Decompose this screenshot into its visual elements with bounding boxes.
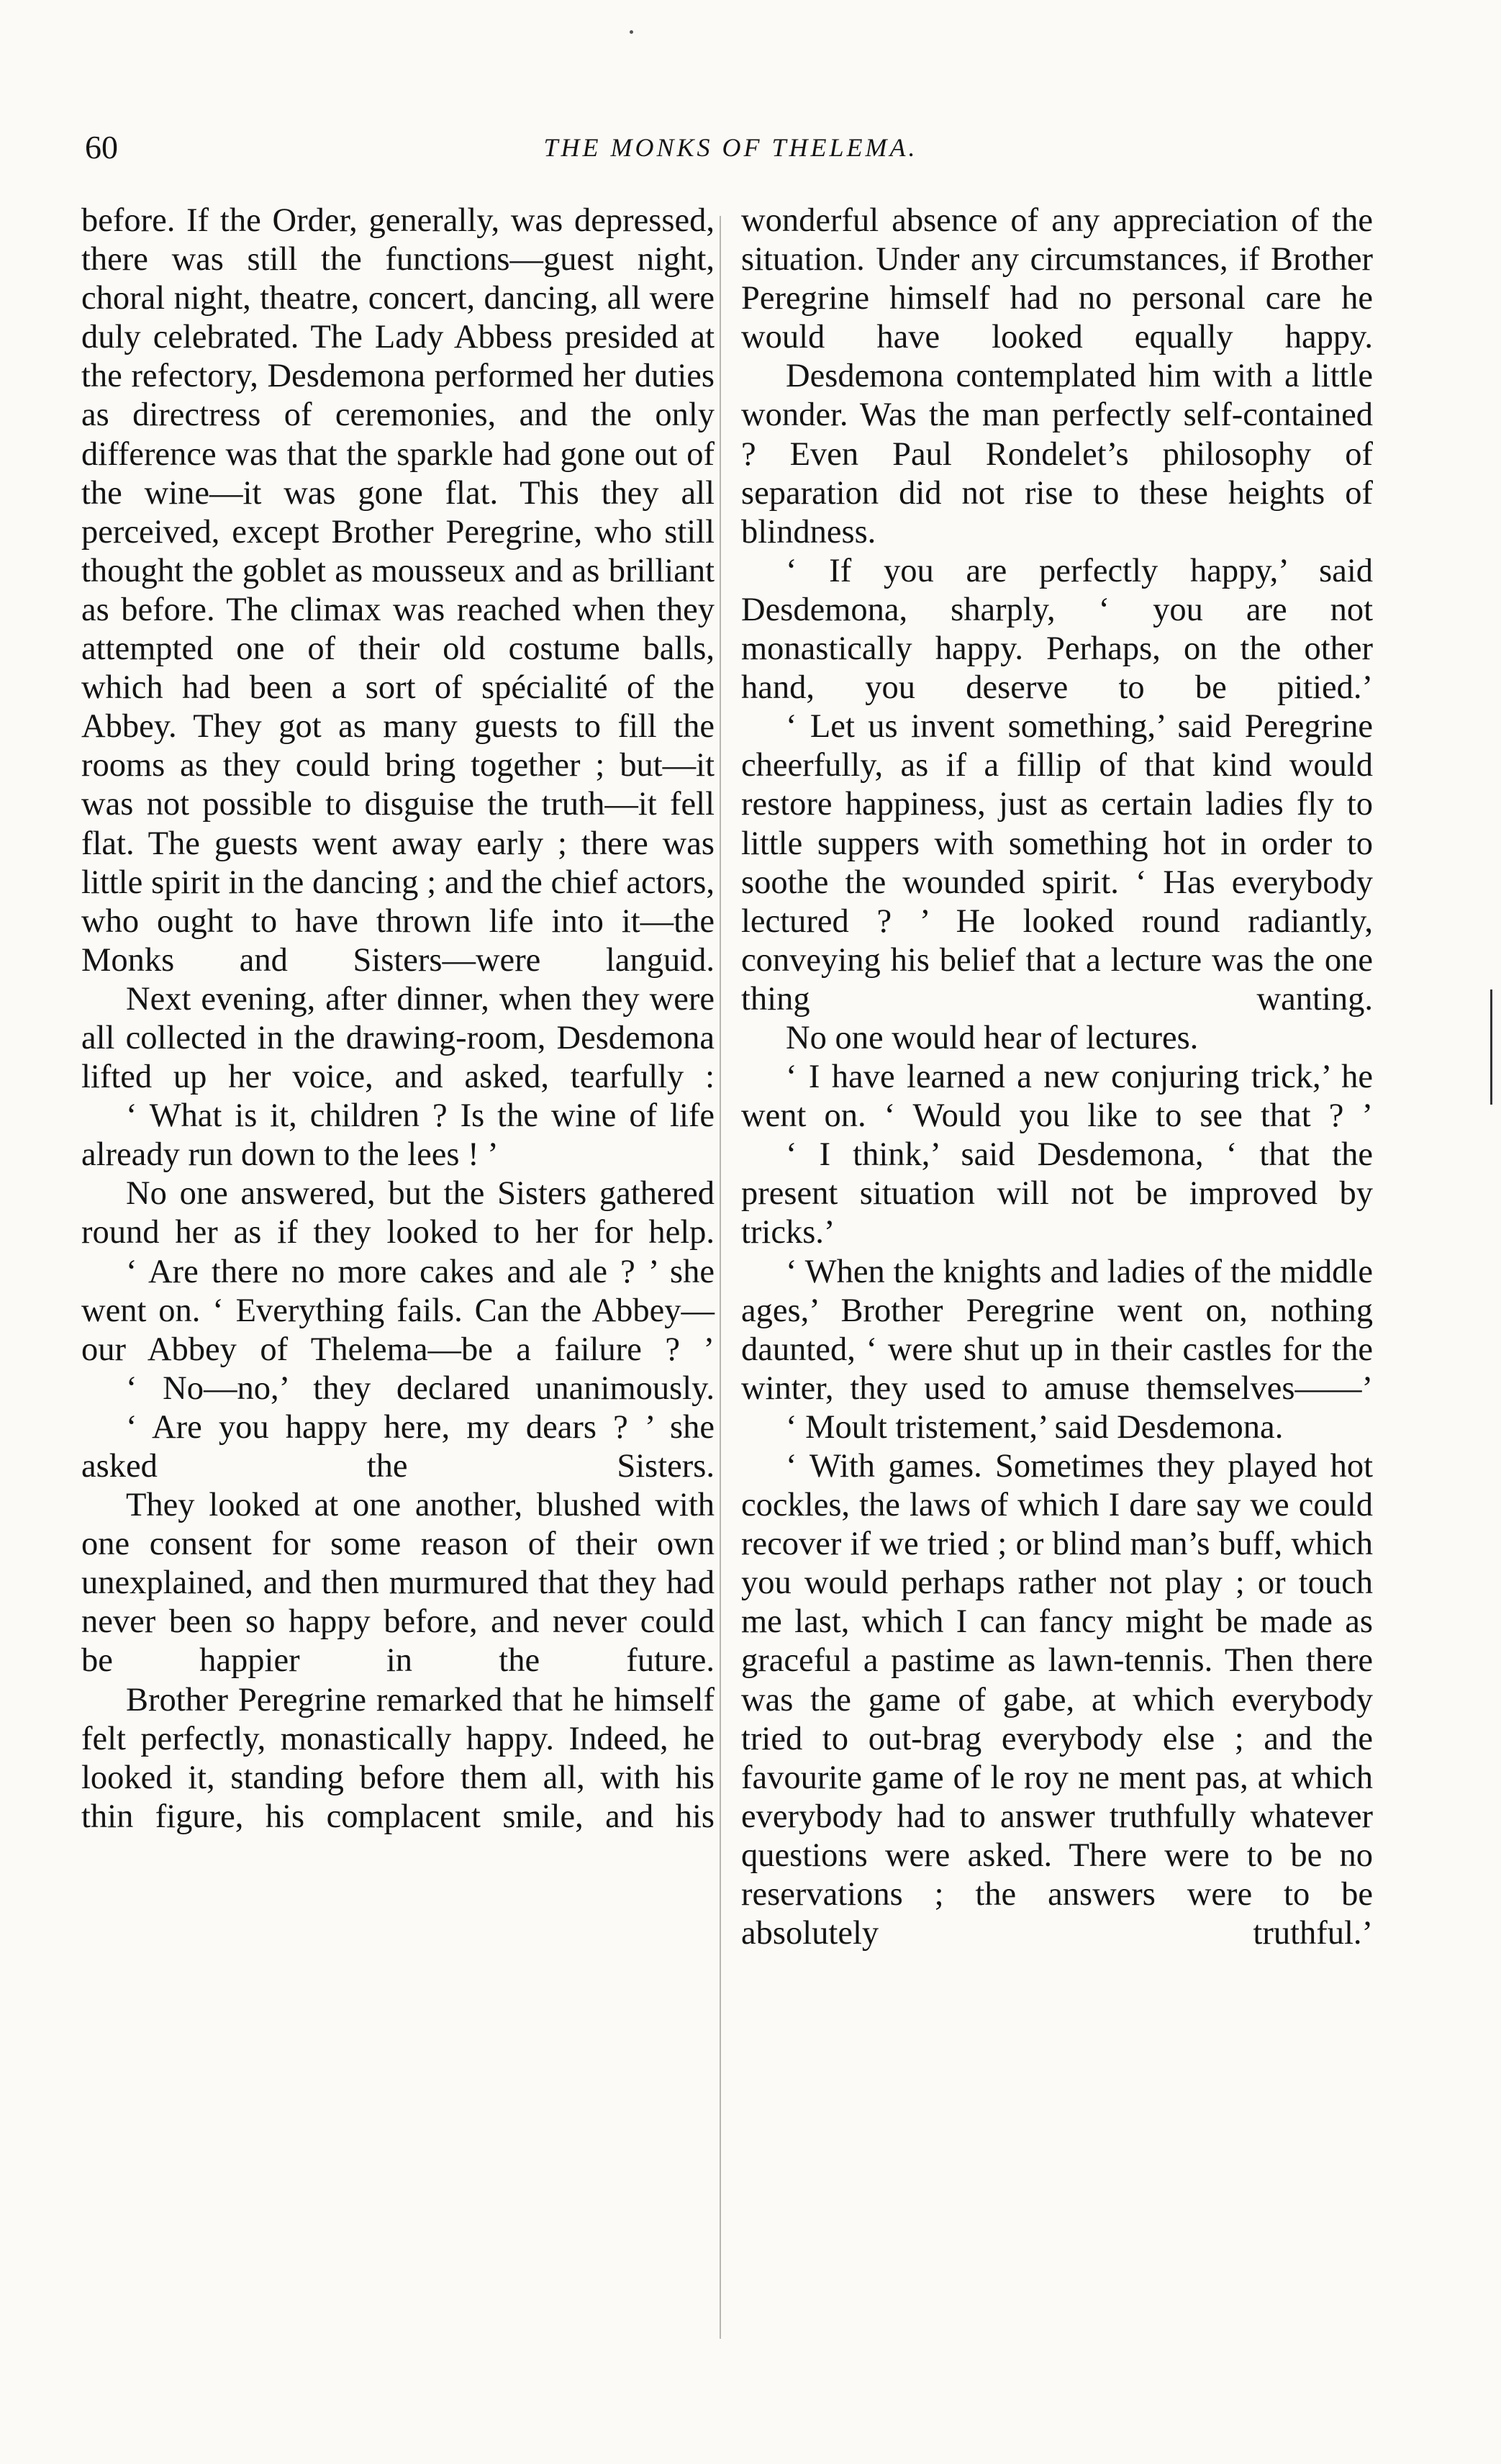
paragraph: wonderful absence of any appreciation of the situation. Under any circumstances, if Brother Peregrine himself had no personal care he would have looked equally happy. [741,202,1373,356]
paragraph: No one answered, but the Sisters gathered round her as if they looked to her for help. [81,1175,715,1251]
paragraph: ‘ If you are perfectly happy,’ said Desdemona, sharply, ‘ you are not monastically happy. Perhaps, on the other hand, you deserve to be pitied.’ [741,552,1373,707]
paragraph: ‘ Moult tristement,’ said Desdemona. [786,1408,1284,1446]
page-number: 60 [85,129,118,166]
paragraph: before. If the Order, generally, was depressed, there was still the functions—guest night, choral night, theatre, concert, dancing, all were duly celebrated. The Lady Abbess presided at the refectory, Desdemona performed her duties as directress of ceremonies, and the only difference was that the sparkle had gone out of the wine—it was gone flat. This they all perceived, except Brother Peregrine, who still thought the goblet as mousseux and as brilliant as before. The climax was reached when they attempted one of their old costume balls, which had been a sort of spécialité of the Abbey. They got as many guests to fill the rooms as they could bring together ; but—it was not possible to disguise the truth—it fell flat. The guests went away early ; there was little spirit in the dancing ; and the chief actors, who ought to have thrown life into it—the Monks and Sisters—were languid. [81,202,715,979]
column-rule [720,216,721,2339]
ink-speck [630,30,633,34]
running-title: THE MONKS OF THELEMA. [543,133,918,162]
paragraph: ‘ I have learned a new conjuring trick,’ he went on. ‘ Would you like to see that ? ’ [741,1059,1373,1135]
paragraph: ‘ What is it, children ? Is the wine of life already run down to the lees ! ’ [81,1097,715,1174]
paragraph: They looked at one another, blushed with one consent for some reason of their own unexplained, and then murmured that they had never been so happy before, and never could be happier in the future. [81,1487,715,1680]
paragraph: No one would hear of lectures. [786,1019,1199,1056]
paragraph: ‘ No—no,’ they declared unanimously. [126,1369,715,1407]
paragraph: ‘ Are you happy here, my dears ? ’ she asked the Sisters. [81,1408,715,1485]
paragraph: ‘ I think,’ said Desdemona, ‘ that the present situation will not be improved by tricks.’ [741,1136,1373,1251]
paragraph: Next evening, after dinner, when they were all collected in the drawing-room, Desdemona lifted up her voice, and asked, tearfully : [81,980,715,1096]
paragraph: ‘ Let us invent something,’ said Peregrine cheerfully, as if a fillip of that kind would restore happiness, just as certain ladies fly to little suppers with something hot in order to soothe the wounded spirit. ‘ Has everybody lectured ? ’ He looked round radiantly, conveying his belief that a lecture was the one thing wanting. [741,708,1373,1018]
paragraph: Brother Peregrine remarked that he himself felt perfectly, monastically happy. Indeed, he looked it, standing before them all, with his thin figure, his complacent smile, and his [81,1681,715,1835]
paragraph: ‘ With games. Sometimes they played hot cockles, the laws of which I dare say we could recover if we tried ; or blind man’s buff, which you would perhaps rather not play ; or touch me last, which I can fancy might be made as graceful a pastime as lawn-tennis. Then there was the game of gabe, at which everybody tried to out-brag everybody else ; and the favourite game of le roy ne ment pas, at which everybody had to answer truthfully whatever questions were asked. There were to be no reservations ; the answers were to be absolutely truthful.’ [741,1448,1373,1952]
scan-edge-mark [1490,989,1492,1105]
paragraph: ‘ Are there no more cakes and ale ? ’ she went on. ‘ Everything fails. Can the Abbey—our Abbey of Thelema—be a failure ? ’ [81,1253,715,1368]
page-header [85,128,1377,178]
paragraph: ‘ When the knights and ladies of the middle ages,’ Brother Peregrine went on, nothing daunted, ‘ were shut up in their castles for the winter, they used to amuse themselves——’ [741,1253,1373,1407]
paragraph: Desdemona contemplated him with a little wonder. Was the man perfectly self-contained ? Even Paul Rondelet’s philosophy of separation did not rise to these heights of blindness. [741,358,1373,551]
right-column [741,201,1373,1953]
left-column [81,201,715,1836]
